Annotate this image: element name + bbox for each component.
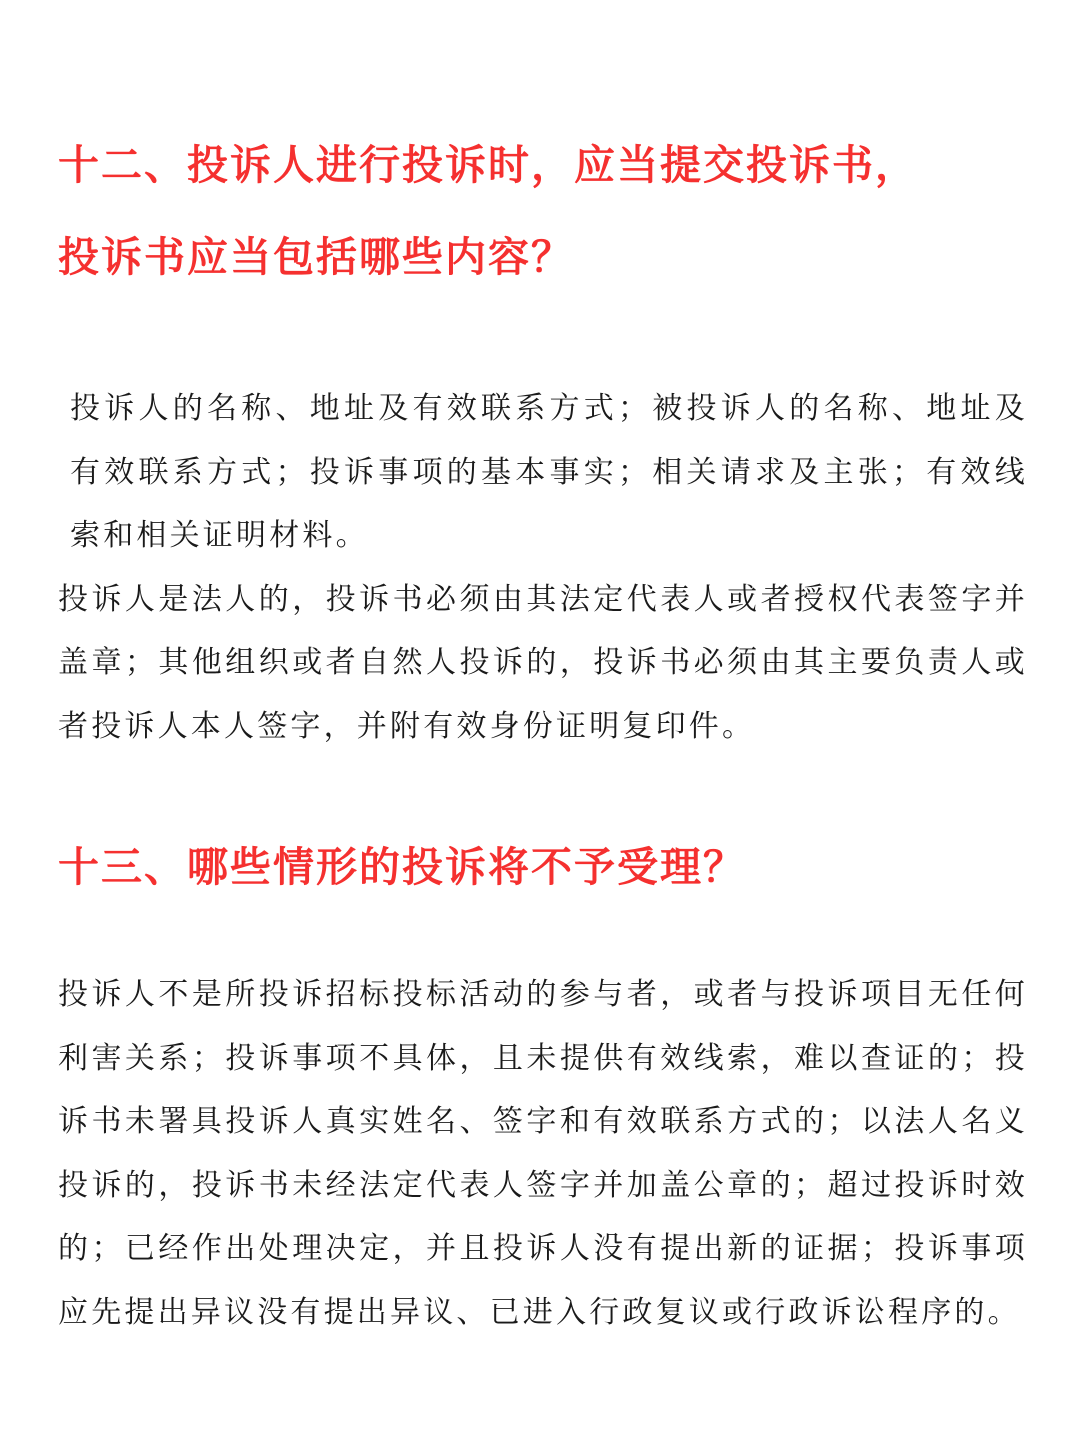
section-13-heading: 十三、哪些情形的投诉将不予受理？ — [58, 843, 746, 891]
section-12 — [58, 119, 1028, 758]
section-13 — [58, 821, 1028, 1344]
section-12-heading — [58, 119, 1028, 303]
section-12-body — [58, 377, 1028, 758]
section-12-heading-line-1: 十二、投诉人进行投诉时，应当提交投诉书， — [58, 141, 918, 189]
section-12-paragraph-2: 投诉人是法人的，投诉书必须由其法定代表人或者授权代表签字并盖章；其他组织或者自然人投诉的，投诉书必须由其主要负责人或者投诉人本人签字，并附有效身份证明复印件。 — [58, 581, 1028, 744]
section-13-paragraph-1: 投诉人不是所投诉招标投标活动的参与者，或者与投诉项目无任何利害关系；投诉事项不具体，且未提供有效线索，难以查证的；投诉书未署具投诉人真实姓名、签字和有效联系方式的；以法人名义投诉的，投诉书未经法定代表人签字并加盖公章的；超过投诉时效的；已经作出处理决定，并且投诉人没有提出新的证据；投诉事项应先提出异议没有提出异议、已进入行政复议或行政诉讼程序的。 — [58, 977, 1028, 1330]
section-12-paragraph-1: 投诉人的名称、地址及有效联系方式；被投诉人的名称、地址及有效联系方式；投诉事项的基本事实；相关请求及主张；有效线索和相关证明材料。 — [70, 391, 1028, 553]
section-12-heading-line-2: 投诉书应当包括哪些内容？ — [58, 233, 574, 281]
section-13-body — [58, 963, 1028, 1344]
